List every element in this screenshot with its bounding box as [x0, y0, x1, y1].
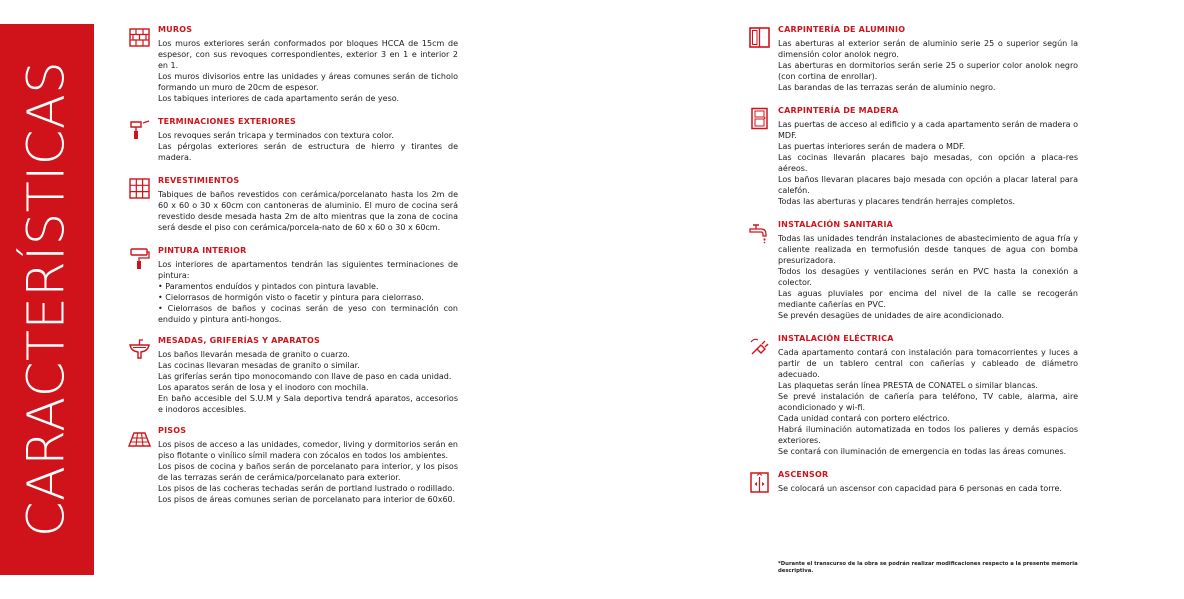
section-text: Los interiores de apartamentos tendrán las siguientes terminaciones de pintura: — [158, 260, 458, 280]
section-text: Todas las unidades tendrán instalaciones de abastecimiento de agua fría y caliente realizada en termofusión desde tanques de agua con bomba presurizadora. — [778, 234, 1078, 265]
section-text: Se colocará un ascensor con capacidad para 6 personas en cada torre. — [778, 484, 1062, 493]
sink-icon — [128, 337, 151, 360]
brick-wall-icon — [128, 26, 151, 49]
section-text: Las pérgolas exteriores serán de estructura de hierro y tirantes de madera. — [158, 142, 458, 162]
section-title: PINTURA INTERIOR — [158, 246, 247, 255]
section-carpinteria-de-madera — [748, 105, 1078, 207]
section-text: Las aguas pluviales por encima del nivel de la calle se recogerán mediante cañerías en PVC. — [778, 289, 1078, 309]
window-icon — [748, 26, 771, 49]
section-text: Los tabiques interiores de cada apartamento serán de yeso. — [158, 94, 400, 103]
section-muros — [128, 24, 458, 104]
right-column — [748, 24, 1078, 494]
left-column — [128, 24, 458, 505]
section-text: Las cocinas llevaran mesadas de granito o similar. — [158, 361, 360, 370]
section-text: Los revoques serán tricapa y terminados con textura color. — [158, 131, 394, 140]
section-text: Se prevé instalación de cañería para teléfono, TV cable, alarma, aire acondicionado y wi-fi. — [778, 392, 1078, 412]
section-text: Los muros divisorios entre las unidades y áreas comunes serán de ticholo formando un muro de 20cm de espesor. — [158, 72, 458, 92]
section-carpinteria-de-aluminio — [748, 24, 1078, 93]
section-text: Las puertas de acceso al edificio y a cada apartamento serán de madera o MDF. — [778, 120, 1078, 140]
section-text: Las aberturas en dormitorios serán serie 25 o superior color anolok negro (con cortina de enrollar). — [778, 61, 1078, 81]
section-pintura-interior — [128, 245, 458, 325]
side-band — [0, 24, 94, 575]
section-text: Los pisos de las cocheras techadas serán de portland lustrado o rodillado. — [158, 484, 455, 493]
faucet-icon — [748, 221, 771, 244]
section-text: Las barandas de las terrazas serán de aluminio negro. — [778, 83, 996, 92]
section-title: INSTALACIÓN ELÉCTRICA — [778, 334, 894, 343]
section-mesadas-griferias-y-aparatos — [128, 335, 458, 415]
section-text: En baño accesible del S.U.M y Sala deportiva tendrá aparatos, accesorios e inodoros accesibles. — [158, 394, 458, 414]
section-text: Las cocinas llevarán placares bajo mesadas, con opción a placa-res aéreos. — [778, 153, 1078, 173]
section-title: PISOS — [158, 426, 187, 435]
section-text: Cada unidad contará con portero eléctrico. — [778, 414, 950, 423]
section-text: Se contará con iluminación de emergencia en todas las áreas comunes. — [778, 447, 1067, 456]
section-text: • Cielorrasos de hormigón visto o facetir y pintura para cielorraso. — [158, 293, 424, 302]
section-pisos — [128, 425, 458, 505]
section-title: REVESTIMIENTOS — [158, 176, 240, 185]
section-text: Habrá iluminación automatizada en todos los palieres y demás espacios exteriores. — [778, 425, 1078, 445]
paint-roller-icon — [128, 247, 151, 270]
section-title: CARPINTERÍA DE ALUMINIO — [778, 25, 906, 34]
footnote: *Durante el transcurso de la obra se podrán realizar modificaciones respecto a la presente memoria descriptiva. — [778, 561, 1078, 574]
tiles-icon — [128, 177, 151, 200]
section-text: Las puertas interiores serán de madera o MDF. — [778, 142, 965, 151]
section-text: Tabiques de baños revestidos con cerámica/porcelanato hasta los 2m de 60 x 60 o 30 x 60cm con cantoneras de aluminio. El muro de cocina será revestido desde mesada hasta 2m de alto mientras que la zona de cocina será desde el piso con cerámica/porcela-nato de 60 x 60 o 30 x 60cm. — [158, 190, 458, 232]
section-text: • Cielorrasos de baños y cocinas serán de yeso con terminación con enduido y pintura anti-hongos. — [158, 304, 458, 324]
elevator-icon — [748, 471, 771, 494]
section-terminaciones-exteriores — [128, 116, 458, 163]
section-text: Los pisos de áreas comunes serian de porcelanato para interior de 60x60. — [158, 495, 456, 504]
section-text: Los aparatos serán de losa y el inodoro con mochila. — [158, 383, 369, 392]
door-icon — [748, 107, 771, 130]
section-title: CARPINTERÍA DE MADERA — [778, 106, 899, 115]
electric-plug-icon — [748, 335, 771, 358]
section-instalacion-sanitaria — [748, 219, 1078, 321]
section-text: Las griferías serán tipo monocomando con llave de paso en cada unidad. — [158, 372, 452, 381]
side-title: CARACTERÍSTICAS — [17, 60, 77, 538]
section-text: Las aberturas al exterior serán de aluminio serie 25 o superior según la dimensión color anolok negro. — [778, 39, 1078, 59]
section-text: Los muros exteriores serán conformados por bloques HCCA de 15cm de espesor, con sus revoques correspondientes, exterior 3 en 1 e interior 2 en 1. — [158, 39, 458, 70]
section-text: Todas las aberturas y placares tendrán herrajes completos. — [778, 197, 1016, 206]
section-title: TERMINACIONES EXTERIORES — [158, 117, 296, 126]
section-text: Las plaquetas serán línea PRESTA de CONATEL o similar blancas. — [778, 381, 1038, 390]
section-title: MESADAS, GRIFERÍAS Y APARATOS — [158, 336, 320, 345]
section-text: Los baños llevarán mesada de granito o cuarzo. — [158, 350, 350, 359]
floor-tiles-icon — [128, 427, 151, 450]
section-text: Los pisos de acceso a las unidades, comedor, living y dormitorios serán en piso flotante o vinílico símil madera con zócalos en todos los ambientes. — [158, 440, 458, 460]
section-text: • Paramentos enduídos y pintados con pintura lavable. — [158, 282, 379, 291]
section-title: INSTALACIÓN SANITARIA — [778, 220, 894, 229]
section-text: Los pisos de cocina y baños serán de porcelanato para interior, y los pisos de las terrazas serán de cerámica/porcelanato para exterior. — [158, 462, 458, 482]
section-title: ASCENSOR — [778, 470, 829, 479]
section-instalacion-electrica — [748, 333, 1078, 457]
section-title: MUROS — [158, 25, 193, 34]
trowel-icon — [128, 118, 151, 141]
section-text: Se prevén desagües de unidades de aire acondicionado. — [778, 311, 1005, 320]
section-ascensor — [748, 469, 1078, 494]
section-text: Todos los desagües y ventilaciones serán en PVC hasta la conexión a colector. — [778, 267, 1078, 287]
section-text: Cada apartamento contará con instalación para tomacorrientes y luces a partir de un tablero central con cañerías y cableado de diámetro adecuado. — [778, 348, 1078, 379]
section-revestimientos — [128, 175, 458, 233]
section-text: Los baños llevaran placares bajo mesada con opción a placar lateral para calefón. — [778, 175, 1078, 195]
